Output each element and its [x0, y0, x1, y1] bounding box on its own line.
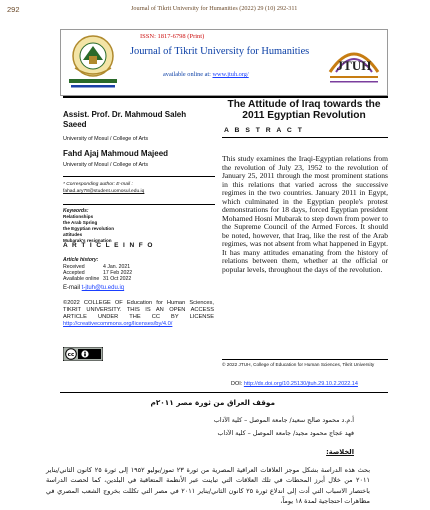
- running-head: Journal of Tikrit University for Humanities (2022) 29 (10) 292-311: [131, 5, 298, 12]
- available-label: Available online: [63, 276, 100, 282]
- keyword-item: Mubarak's resignation: [63, 238, 112, 243]
- page-number: 292: [7, 5, 20, 14]
- available-label: available online at:: [163, 71, 213, 78]
- arabic-section-rule: [60, 392, 388, 393]
- article-title-line2: 2011 Egyptian Revolution: [242, 110, 366, 121]
- keyword-item: attitudes: [63, 232, 83, 237]
- accepted-label: Accepted: [63, 270, 85, 276]
- author1-name: [63, 110, 203, 130]
- abstract-rule: [222, 137, 388, 138]
- arabic-author1: أ.م.د محمود صالح سعيد/ جامعة الموصل – كلية الآداب: [213, 417, 354, 424]
- jtuh-logo: [326, 34, 382, 90]
- doi-label: DOI:: [231, 381, 244, 387]
- author1-affiliation: University of Mosul / College of Arts: [63, 136, 149, 142]
- cc-badge-text: cc: [67, 352, 75, 359]
- history-available: [63, 276, 132, 282]
- arabic-title: موقف العراق من ثورة مصر ٢٠١١م: [150, 398, 275, 407]
- author1-line2: Saeed: [63, 120, 87, 129]
- doi-link[interactable]: http://dx.doi.org/10.25130/jtuh.29.10.2.2022.14: [243, 381, 358, 387]
- received-label: Received: [63, 264, 85, 270]
- university-logo: [63, 32, 123, 90]
- abstract-bottom-rule: [222, 359, 388, 360]
- keyword-item: the Egyptian revolution: [63, 226, 115, 231]
- keyword-item: Relationships: [63, 214, 94, 219]
- license-text: [63, 300, 214, 328]
- article-info-heading: A R T I C L E I N F O: [63, 242, 154, 249]
- arabic-summary-text: بحث هذه الدراسة بشكل موجز العلاقات العراقية المصرية من ثورة ٢٣ تموز/يوليو ١٩٥٢ إلى ثورة ٢٥ كانون الثاني/يناير ٢٠١١ من خلال أبرز المحطات في تلك العلاقات التي تباينت عبر الأنظمة المتعاقبة في البلدين، كما لحصت الدراسة باختصار الاسباب التي أدت إلى اندلاع ثورة ٢٥ كانون الثاني/يناير ٢٠١١ في مصر التي تكللت بخروج الشعب المصري في مظاهرات احتجاجية لمدة ١٨ يوماً،: [46, 466, 371, 505]
- corresponding-label: * Corresponding author: E-mail :: [63, 182, 133, 187]
- arabic-author2: فهد عجاج محمود مجيد/ جامعة الموصل – كلية الآداب: [217, 430, 354, 437]
- issn: ISSN: 1817-6798 (Print): [140, 33, 205, 40]
- authors-rule: [63, 176, 215, 177]
- license-body: ©2022 COLLEGE OF Education for Human Sciences, TIKRIT UNIVERSITY. THIS IS AN OPEN ACCESS ARTICLE UNDER THE CC BY LICENSE: [63, 300, 214, 321]
- cc-by-badge[interactable]: [63, 347, 103, 361]
- email-label: E-mail: [63, 285, 82, 291]
- abstract-heading: A B S T R A C T: [224, 127, 304, 134]
- email-link[interactable]: t-jtuh@tu.edu.iq: [81, 285, 125, 291]
- abstract-text: This study examines the Iraqi-Egyptian relations from the revolution of July 23, 1952 to the revolution of January 25, 2011 through the most prominent stations in this relations that varied across the successive regimes in the two countries. January 2011 in Egypt, which culminated in the Egyptian people's protest demonstrations for 18 days, forced Egyptian president Mohamed Hosni Mubarak to step down from power to the Supreme Council of the Armed Forces. It should be noted, however, that Iraq, like the rest of the Arab regimes, was not absent from what happened in Egypt. It has many attitudes emanating from the history of relations between them, whether at the official or popular levels, throughout the days of the revolution.: [222, 154, 388, 274]
- keywords-rule: [63, 204, 215, 205]
- received-date: 4 Jan. 2021: [103, 264, 131, 270]
- available-online: [163, 71, 249, 78]
- author2-affiliation: University of Mosul / College of Arts: [63, 162, 149, 168]
- copyright-note: © 2022 JTUH, College of Education for Human Sciences, Tikrit University: [222, 362, 375, 367]
- journal-email: [63, 285, 124, 291]
- svg-text:JTUH: JTUH: [336, 58, 372, 73]
- keyword-item: the Arab Spring: [63, 220, 98, 225]
- available-date: 31 Oct 2022: [103, 276, 132, 282]
- article-history-title: Article history:: [63, 257, 99, 263]
- article-title: [220, 99, 388, 121]
- article-title-line1: The Attitude of Iraq towards the: [227, 99, 381, 110]
- author2-name: Fahd Ajaj Mahmoud Majeed: [63, 149, 169, 158]
- title-rule: [63, 96, 388, 98]
- doi-line: [231, 381, 358, 387]
- journal-title: Journal of Tikrit University for Humanities: [130, 46, 310, 57]
- author1-line1: Assist. Prof. Dr. Mahmoud Saleh: [63, 110, 187, 119]
- arabic-summary-heading: الخلاصة:: [326, 448, 354, 456]
- accepted-date: 17 Feb 2022: [103, 270, 133, 276]
- journal-url-link[interactable]: www.jtuh.org/: [212, 71, 249, 78]
- keywords-title: Keywords:: [63, 208, 89, 214]
- corresponding-email-link[interactable]: fahad.ary78@student.uomosul.edu.iq: [63, 189, 145, 194]
- license-link[interactable]: http://creativecommons.org/licenses/by/4.0/: [63, 321, 173, 328]
